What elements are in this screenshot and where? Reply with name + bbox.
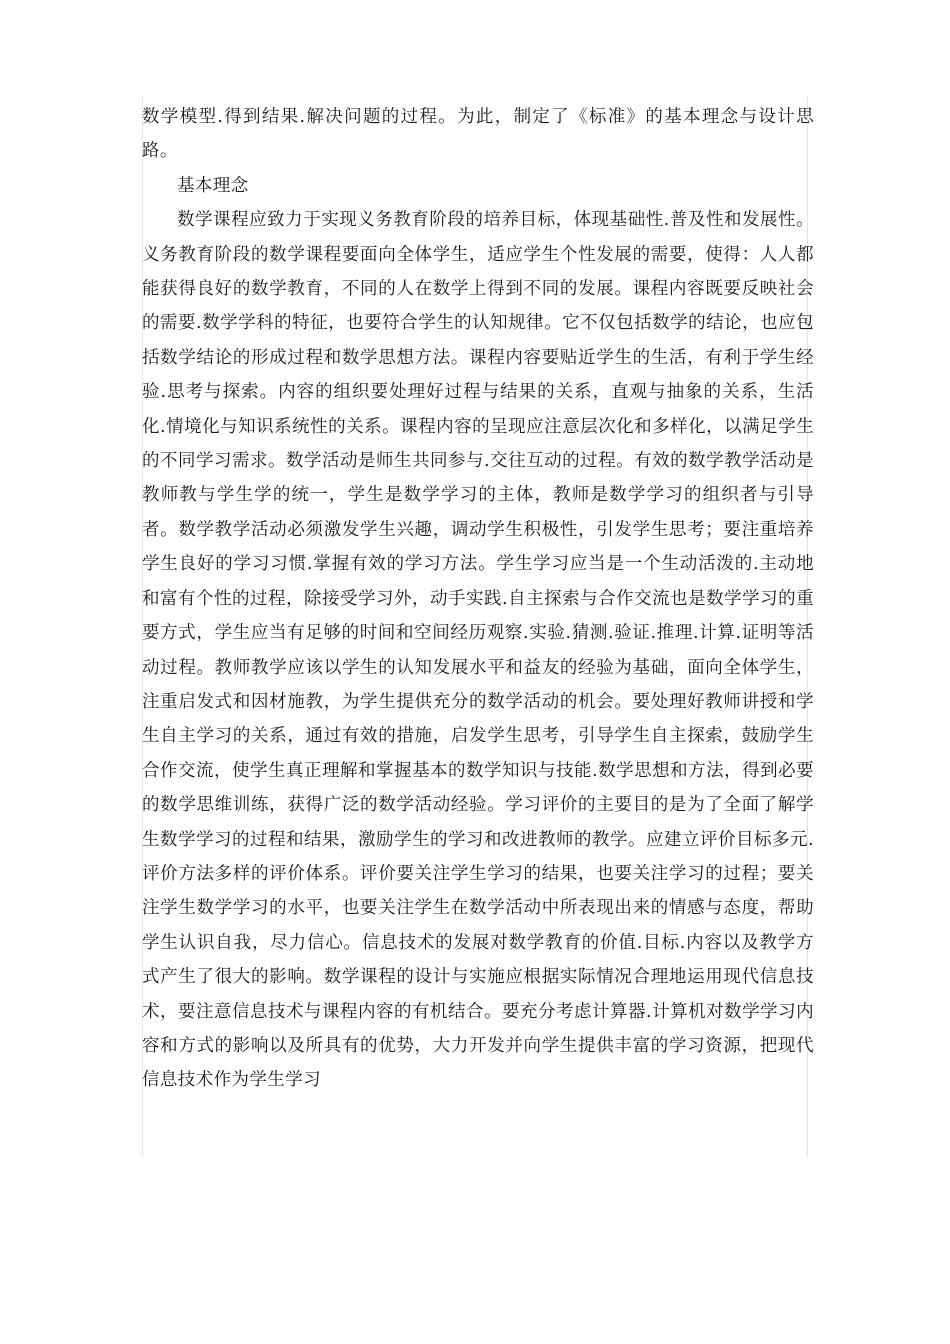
section-heading: 基本理念 [177, 175, 249, 196]
lead-paragraph: 数学模型.得到结果.解决问题的过程。为此，制定了《标准》的基本理念与设计思路。 [142, 107, 814, 162]
body-paragraph: 数学课程应致力于实现义务教育阶段的培养目标，体现基础性.普及性和发展性。义务教育阶段的数学课程要面向全体学生，适应学生个性发展的需要，使得：人人都能获得良好的数学教育，不同的人在数学上得到不同的发展。课程内容既要反映社会的需要.数学学科的特征，也要符合学生的认知规律。它不仅包括数学的结论，也应包括数学结论的形成过程和数学思想方法。课程内容要贴近学生的生活，有利于学生经验.思考与探索。内容的组织要处理好过程与结果的关系，直观与抽象的关系，生活化.情境化与知识系统性的关系。课程内容的呈现应注意层次化和多样化，以满足学生的不同学习需求。数学活动是师生共同参与.交往互动的过程。有效的数学教学活动是教师教与学生学的统一，学生是数学学习的主体，教师是数学学习的组织者与引导者。数学教学活动必须激发学生兴趣，调动学生积极性，引发学生思考；要注重培养学生良好的学习习惯.掌握有效的学习方法。学生学习应当是一个生动活泼的.主动地和富有个性的过程，除接受学习外，动手实践.自主探索与合作交流也是数学学习的重要方式，学生应当有足够的时间和空间经历观察.实验.猜测.验证.推理.计算.证明等活动过程。教师教学应该以学生的认知发展水平和益友的经验为基础，面向全体学生，注重启发式和因材施教，为学生提供充分的数学活动的机会。要处理好教师讲授和学生自主学习的关系，通过有效的措施，启发学生思考，引导学生自主探索，鼓励学生合作交流，使学生真正理解和掌握基本的数学知识与技能.数学思想和方法，得到必要的数学思维训练，获得广泛的数学活动经验。学习评价的主要目的是为了全面了解学生数学学习的过程和结果，激励学生的学习和改进教师的教学。应建立评价目标多元.评价方法多样的评价体系。评价要关注学生学习的结果，也要关注学习的过程；要关注学生数学学习的水平，也要关注学生在数学活动中所表现出来的情感与态度，帮助学生认识自我，尽力信心。信息技术的发展对数学教育的价值.目标.内容以及教学方式产生了很大的影响。数学课程的设计与实施应根据实际情况合理地运用现代信息技术，要注意信息技术与课程内容的有机结合。要充分考虑计算器.计算机对数学学习内容和方式的影响以及所具有的优势，大力开发并向学生提供丰富的学习资源，把现代信息技术作为学生学习 [142, 210, 814, 1091]
document-body [142, 100, 814, 1098]
